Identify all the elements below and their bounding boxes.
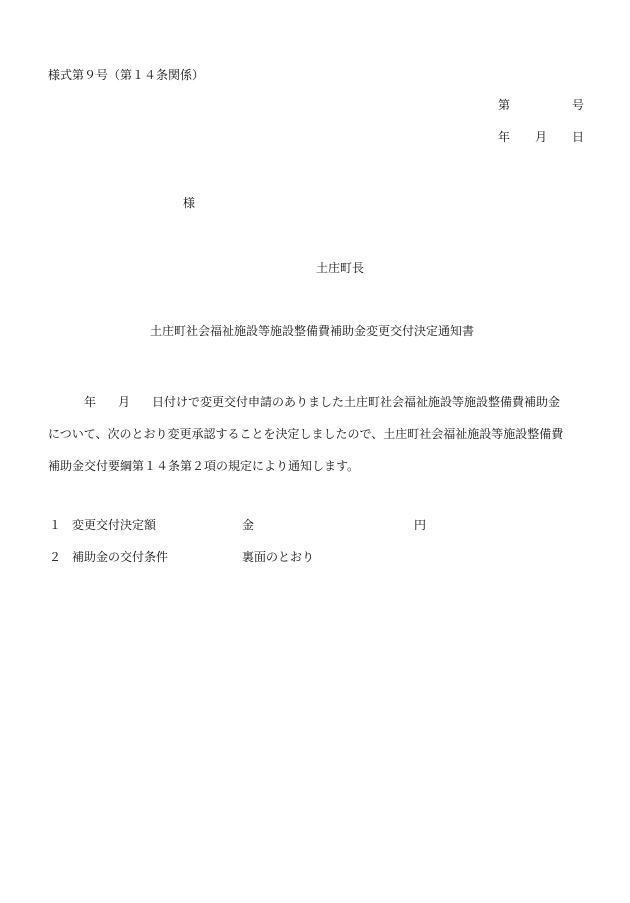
- item-1-value-prefix: 金: [242, 518, 255, 532]
- body-line-1-text: 日付けで変更交付申請のありました土庄町社会福祉施設等施設整備費補助金: [152, 395, 561, 409]
- item-1-value-suffix: 円: [414, 518, 427, 532]
- document-number-line: [498, 96, 584, 113]
- notice-body: [48, 386, 584, 482]
- body-month: 月: [118, 395, 131, 409]
- item-2-value: 裏面のとおり: [242, 550, 315, 564]
- issuer-name: 土庄町長: [316, 261, 365, 275]
- addressee-honorific: 様: [183, 196, 196, 210]
- body-line-2: について、次のとおり変更承認することを決定しましたので、土庄町社会福祉施設等施設整備費: [48, 427, 564, 441]
- document-number-prefix: 第: [498, 98, 511, 112]
- item-2-number: ２: [49, 550, 62, 564]
- body-line-3: 補助金交付要綱第１４条第２項の規定により通知します。: [48, 459, 360, 473]
- item-1-number: １: [49, 518, 62, 532]
- document-title: 土庄町社会福祉施設等施設整備費補助金変更交付決定通知書: [150, 324, 475, 338]
- item-2-label: 補助金の交付条件: [72, 550, 169, 564]
- form-number: 様式第９号（第１４条関係）: [48, 68, 205, 82]
- document-number-suffix: 号: [571, 98, 584, 112]
- date-year: 年: [498, 130, 511, 144]
- date-month: 月: [535, 130, 548, 144]
- body-line-1: [48, 386, 584, 418]
- item-1-label: 変更交付決定額: [72, 518, 157, 532]
- body-year: 年: [84, 395, 97, 409]
- date-day: 日: [571, 130, 584, 144]
